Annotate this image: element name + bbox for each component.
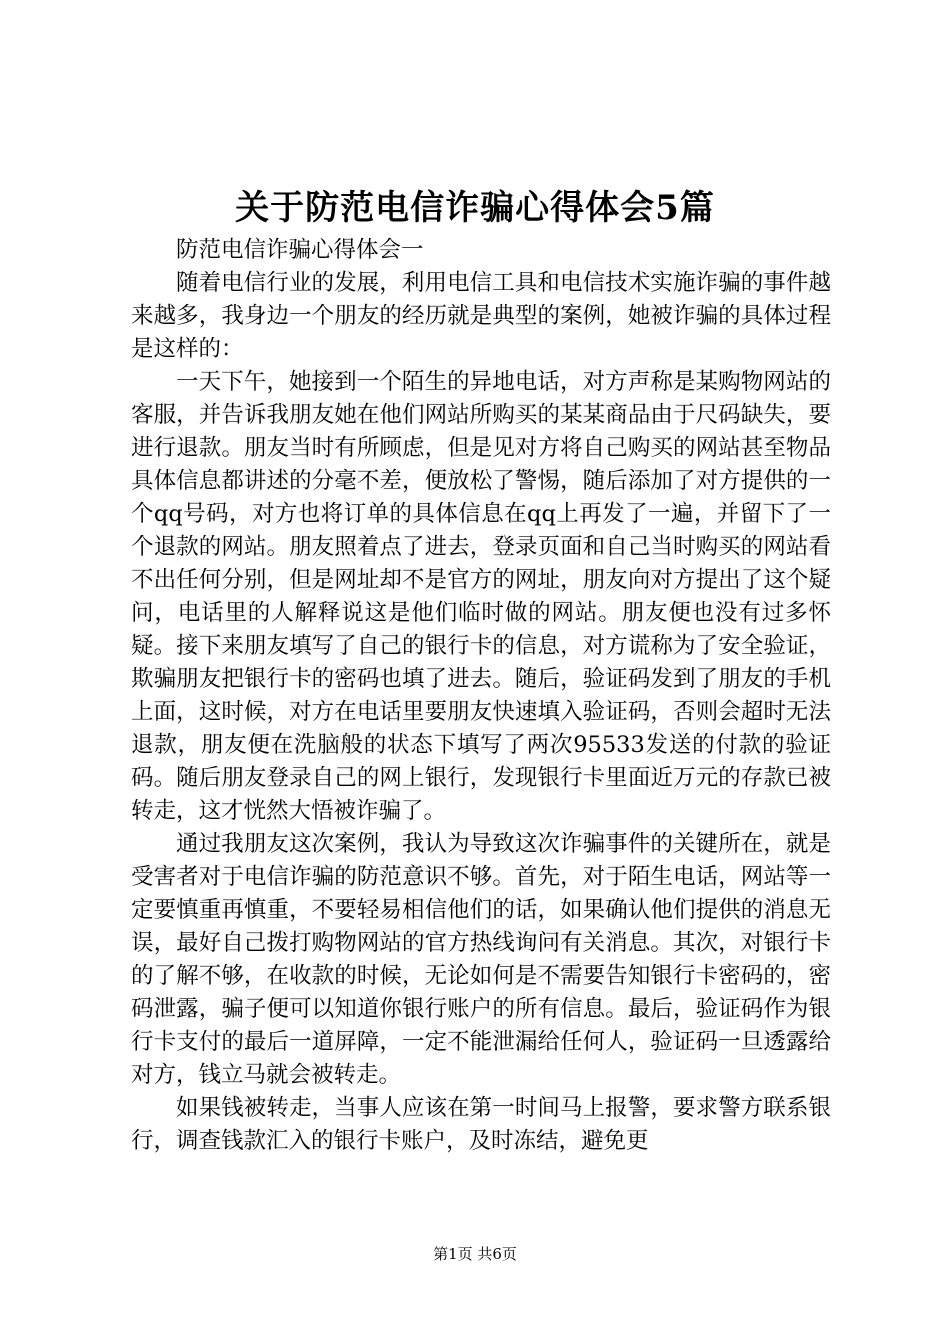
- paragraph: 如果钱被转走，当事人应该在第一时间马上报警，要求警方联系银行，调查钱款汇入的银行卡账户，及时冻结，避免更: [131, 1095, 831, 1154]
- page-number-footer: 第1页 共6页: [433, 1245, 517, 1263]
- section-heading: 防范电信诈骗心得体会一: [176, 237, 424, 263]
- paragraph: 一天下午，她接到一个陌生的异地电话，对方声称是某购物网站的客服，并告诉我朋友她在他们网站所购买的某某商品由于尺码缺失，要进行退款。朋友当时有所顾虑，但是见对方将自己购买的网站甚至物品具体信息都讲述的分毫不差，便放松了警惕，随后添加了对方提供的一个qq号码，对方也将订单的具体信息在qq上再发了一遍，并留下了一个退款的网站。朋友照着点了进去，登录页面和自己当时购买的网站看不出任何分别，但是网址却不是官方的网址，朋友向对方提出了这个疑问，电话里的人解释说这是他们临时做的网站。朋友便也没有过多怀疑。接下来朋友填写了自己的银行卡的信息，对方谎称为了安全验证，欺骗朋友把银行卡的密码也填了进去。随后，验证码发到了朋友的手机上面，这时候，对方在电话里要朋友快速填入验证码，否则会超时无法退款，朋友便在洗脑般的状态下填写了两次95533发送的付款的验证码。随后朋友登录自己的网上银行，发现银行卡里面近万元的存款已被转走，这才恍然大悟被诈骗了。: [131, 369, 831, 824]
- paragraph: 通过我朋友这次案例，我认为导致这次诈骗事件的关键所在，就是受害者对于电信诈骗的防范意识不够。首先，对于陌生电话，网站等一定要慎重再慎重，不要轻易相信他们的话，如果确认他们提供的消息无误，最好自己拨打购物网站的官方热线询问有关消息。其次，对银行卡的了解不够，在收款的时候，无论如何是不需要告知银行卡密码的，密码泄露，骗子便可以知道你银行账户的所有信息。最后，验证码作为银行卡支付的最后一道屏障，一定不能泄漏给任何人，验证码一旦透露给对方，钱立马就会被转走。: [131, 831, 831, 1088]
- document-body: [131, 234, 831, 1158]
- paragraph: 随着电信行业的发展，利用电信工具和电信技术实施诈骗的事件越来越多，我身边一个朋友的经历就是典型的案例，她被诈骗的具体过程是这样的：: [131, 270, 831, 362]
- document-title: 关于防范电信诈骗心得体会5篇: [235, 188, 715, 228]
